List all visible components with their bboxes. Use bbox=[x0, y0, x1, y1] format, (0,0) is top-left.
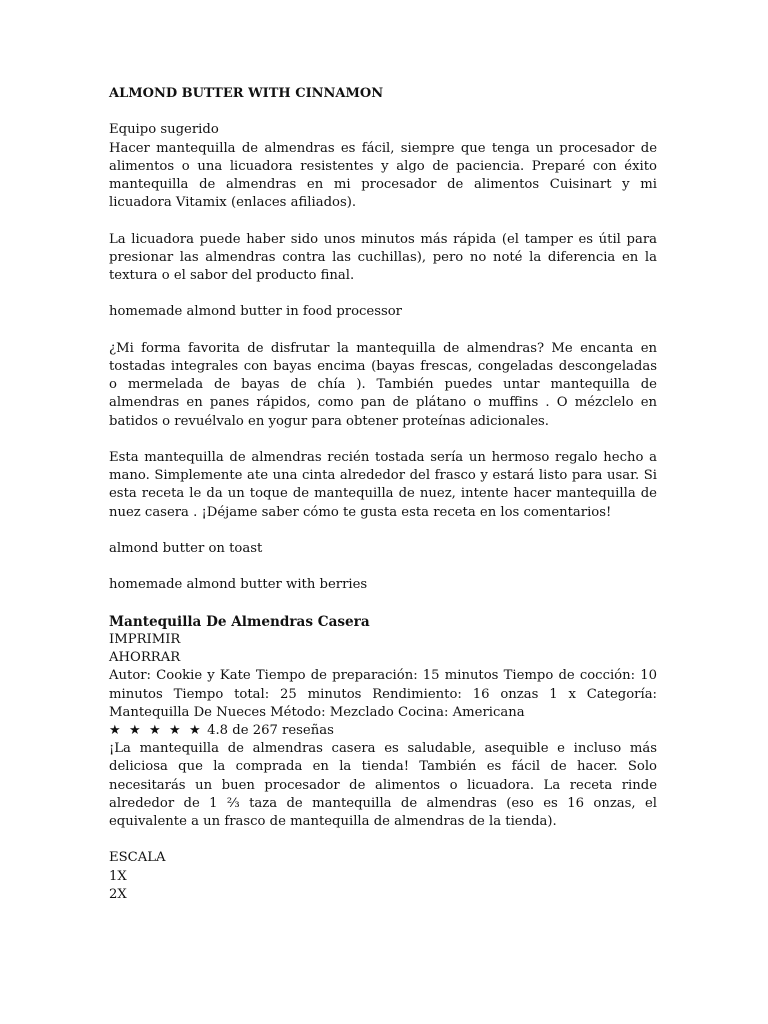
equipment-heading: Equipo sugerido bbox=[109, 122, 219, 138]
save-link[interactable]: AHORRAR bbox=[109, 650, 181, 666]
spacer bbox=[109, 831, 657, 849]
scale-option-2x[interactable]: 2X bbox=[109, 886, 127, 902]
image-caption-berries: homemade almond butter with berries bbox=[109, 577, 368, 593]
spacer bbox=[109, 103, 657, 121]
paragraph-favorite-way: ¿Mi forma favorita de disfrutar la mantequilla de almendras? Me encanta en tostadas integrales con bayas encima (bayas frescas, congeladas descongeladas o mermelada de bayas de chía ). También puedes untar mantequilla de almendras en panes rápidos, como pan de plátano o muffins . O mézclelo en batidos o revuélvalo en yogur para obtener proteínas adicionales. bbox=[109, 340, 657, 429]
spacer bbox=[109, 522, 657, 540]
recipe-meta: Autor: Cookie y Kate Tiempo de preparación: 15 minutos Tiempo de cocción: 10 minutos Tiempo total: 25 minutos Rendimiento: 16 onzas 1 x Categoría: Mantequilla De Nueces Método: Mezclado Cocina: Americana bbox=[109, 668, 657, 720]
scale-option-1x[interactable]: 1X bbox=[109, 868, 127, 884]
page-title: ALMOND BUTTER WITH CINNAMON bbox=[109, 86, 384, 101]
paragraph-gift: Esta mantequilla de almendras recién tostada sería un hermoso regalo hecho a mano. Simplemente ate una cinta alrededor del frasco y estará listo para usar. Si esta receta le da un toque de mantequilla de nuez, intente hacer mantequilla de nuez casera . ¡Déjame saber cómo te gusta esta receta en los comentarios! bbox=[109, 449, 657, 520]
print-link[interactable]: IMPRIMIR bbox=[109, 631, 181, 647]
spacer bbox=[109, 595, 657, 613]
spacer bbox=[109, 322, 657, 340]
recipe-title: Mantequilla De Almendras Casera bbox=[109, 613, 370, 630]
star-rating-icon: ★ ★ ★ ★ ★ bbox=[109, 722, 203, 738]
document-page bbox=[109, 85, 657, 904]
scale-label: ESCALA bbox=[109, 850, 166, 866]
rating-row bbox=[109, 722, 657, 740]
spacer bbox=[109, 431, 657, 449]
spacer bbox=[109, 212, 657, 230]
paragraph-blender: La licuadora puede haber sido unos minutos más rápida (el tamper es útil para presionar las almendras contra las cuchillas), pero no noté la diferencia en la textura o el sabor del producto final. bbox=[109, 231, 657, 283]
paragraph-equipment: Hacer mantequilla de almendras es fácil, siempre que tenga un procesador de alimentos o una licuadora resistentes y algo de paciencia. Preparé con éxito mantequilla de almendras en mi procesador de alimentos Cuisinart y mi licuadora Vitamix (enlaces afiliados). bbox=[109, 140, 657, 211]
image-caption-toast: almond butter on toast bbox=[109, 540, 263, 556]
spacer bbox=[109, 558, 657, 576]
spacer bbox=[109, 285, 657, 303]
recipe-description: ¡La mantequilla de almendras casera es saludable, asequible e incluso más deliciosa que la comprada en la tienda! También es fácil de hacer. Solo necesitarás un buen procesador de alimentos o licuadora. La receta rinde alrededor de 1 ⅔ taza de mantequilla de almendras (eso es 16 onzas, el equivalente a un frasco de mantequilla de almendras de la tienda). bbox=[109, 741, 657, 829]
image-caption-food-processor: homemade almond butter in food processor bbox=[109, 304, 402, 320]
rating-text: 4.8 de 267 reseñas bbox=[207, 722, 334, 738]
